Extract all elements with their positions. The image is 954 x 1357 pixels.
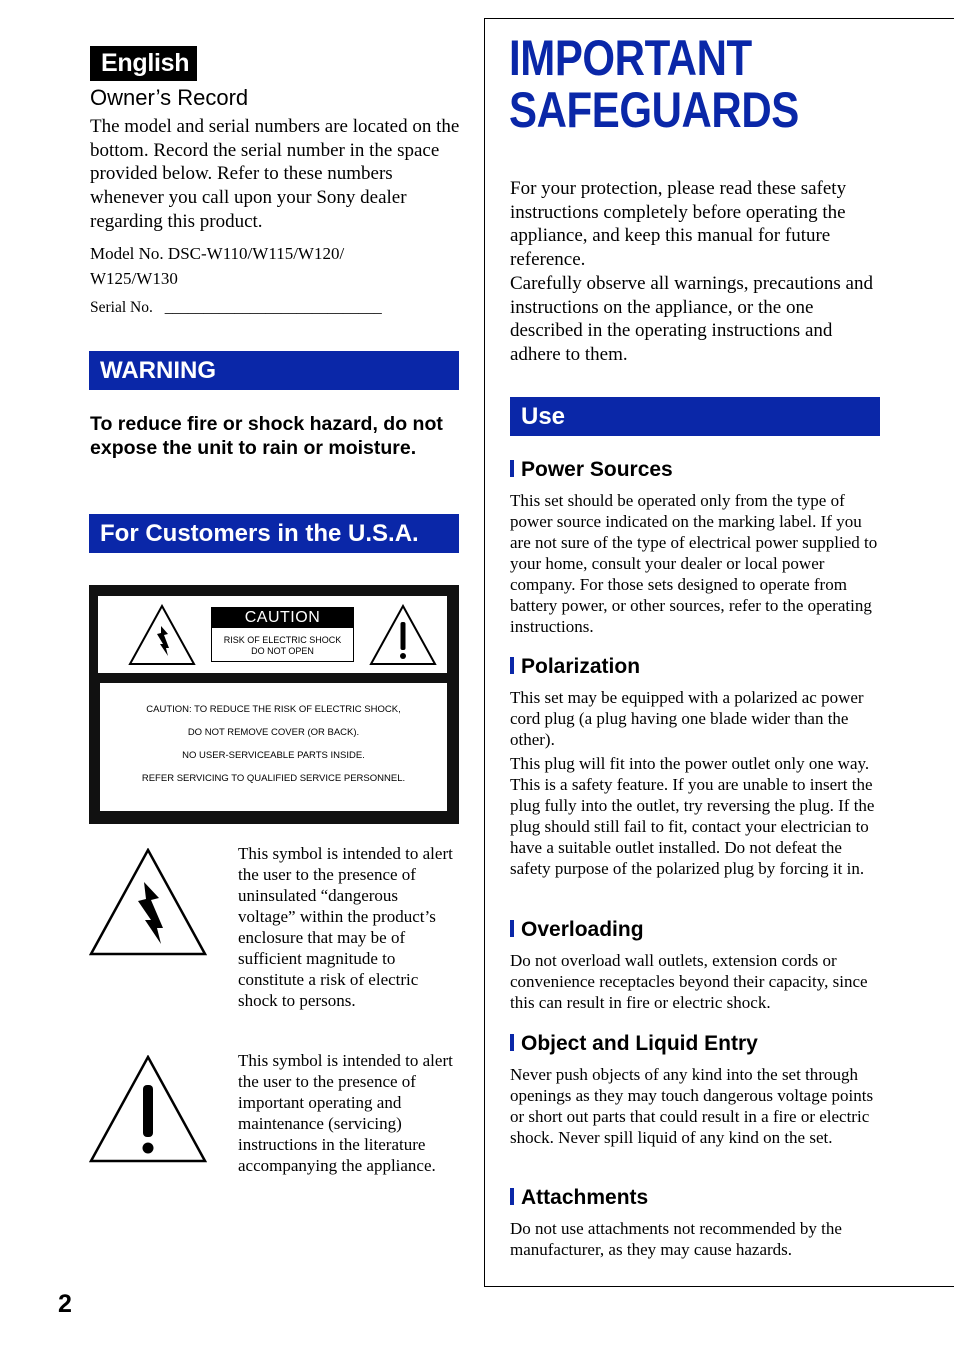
- heading-marker-icon: [510, 920, 514, 937]
- section-body-object-liquid-entry: Never push objects of any kind into the set through openings as they may touch dangerous voltage points or short out parts that could result in a fire or electric shock. Never spill liquid of any kind on the set.: [510, 1065, 874, 1147]
- caution-line-3: NO USER-SERVICEABLE PARTS INSIDE.: [182, 750, 365, 761]
- heading-marker-icon: [510, 1034, 514, 1051]
- caution-upper-panel: [98, 596, 447, 673]
- heading-marker-icon: [510, 657, 514, 674]
- section-heading-polarization: Polarization: [510, 654, 640, 680]
- heading-marker-icon: [510, 1188, 514, 1205]
- exclamation-warning-icon: [369, 604, 437, 666]
- model-number: [90, 243, 460, 289]
- section-body-attachments: Do not use attachments not recommended by the manufacturer, as they may cause hazards.: [510, 1219, 842, 1259]
- section-heading-attachments: Attachments: [510, 1185, 648, 1211]
- section-body-polarization: This set may be equipped with a polarized ac power cord plug (a plug having one blade wider than the other).: [510, 688, 864, 749]
- serial-number-line: [90, 299, 382, 317]
- exclamation-symbol-icon: [89, 1055, 207, 1163]
- page-title: [509, 32, 799, 136]
- owners-record-body: The model and serial numbers are located on the bottom. Record the serial number in the space provided below. Refer to these numbers whenever you call upon your Sony dealer regarding this product.: [90, 116, 460, 232]
- serial-label: Serial No.: [90, 299, 153, 316]
- model-line-2: W125/W130: [90, 269, 178, 288]
- section-heading-object-liquid-entry: Object and Liquid Entry: [510, 1031, 758, 1057]
- warning-text: To reduce fire or shock hazard, do not expose the unit to rain or moisture.: [90, 413, 443, 459]
- caution-badge: [211, 607, 354, 662]
- model-line-1: Model No. DSC-W110/W115/W120/: [90, 244, 345, 263]
- section-heading-power-sources: Power Sources: [510, 457, 673, 483]
- caution-lower-panel: [100, 683, 447, 811]
- title-line-2: SAFEGUARDS: [509, 82, 799, 138]
- exclamation-symbol-description: This symbol is intended to alert the user to the presence of important operating and maintenance (servicing) instructions in the literature accompanying the appliance.: [238, 1051, 453, 1175]
- lightning-symbol-description: This symbol is intended to alert the user to the presence of uninsulated “dangerous voltage” within the product’s enclosure that may be of sufficient magnitude to constitute a risk of electric shock to persons.: [238, 844, 453, 1010]
- caution-line-1: CAUTION: TO REDUCE THE RISK OF ELECTRIC SHOCK,: [146, 704, 401, 715]
- language-tag: English: [90, 46, 197, 81]
- warning-heading: WARNING: [89, 351, 459, 390]
- caution-badge-line-2: DO NOT OPEN: [251, 646, 314, 656]
- lightning-symbol-icon: [89, 848, 207, 956]
- caution-line-4: REFER SERVICING TO QUALIFIED SERVICE PERSONNEL.: [141, 773, 406, 784]
- lightning-warning-icon: [128, 604, 196, 666]
- intro-paragraph-2: Carefully observe all warnings, precautions and instructions on the appliance, or the one described in the operating instructions and adhere to them.: [510, 273, 873, 366]
- use-heading: Use: [510, 397, 880, 436]
- title-line-1: IMPORTANT: [509, 30, 752, 86]
- owners-record-title: Owner’s Record: [90, 85, 249, 110]
- intro-paragraph-1: For your protection, please read these safety instructions completely before operating the appliance, and keep this manual for future reference.: [510, 178, 847, 271]
- caution-label-graphic: [89, 585, 459, 824]
- section-body-power-sources: This set should be operated only from the type of power source indicated on the marking label. If you are not sure of the type of electrical power supplied to your home, consult your dealer or local power company. For those sets designed to operate from battery power, or other sources, refer to the operating instructions.: [510, 491, 878, 636]
- section-body-overloading: Do not overload wall outlets, extension cords or convenience receptacles beyond their capacity, since this can result in fire or electric shock.: [510, 951, 868, 1012]
- caution-badge-title: CAUTION: [212, 608, 353, 628]
- section-heading-overloading: Overloading: [510, 917, 644, 943]
- section-body-polarization-2: This plug will fit into the power outlet only one way. This is a safety feature. If you are unable to insert the plug fully into the outlet, try reversing the plug. If the plug should still fail to fit, contact your electrician to have a suitable outlet installed. Do not defeat the safety purpose of the polarized plug by forcing it in.: [510, 754, 875, 878]
- caution-badge-line-1: RISK OF ELECTRIC SHOCK: [223, 635, 342, 645]
- usa-heading: For Customers in the U.S.A.: [89, 514, 459, 553]
- caution-line-2: DO NOT REMOVE COVER (OR BACK).: [187, 727, 360, 738]
- serial-blank: ____________________________: [164, 299, 382, 316]
- page-number: 2: [58, 1290, 72, 1318]
- heading-marker-icon: [510, 460, 514, 477]
